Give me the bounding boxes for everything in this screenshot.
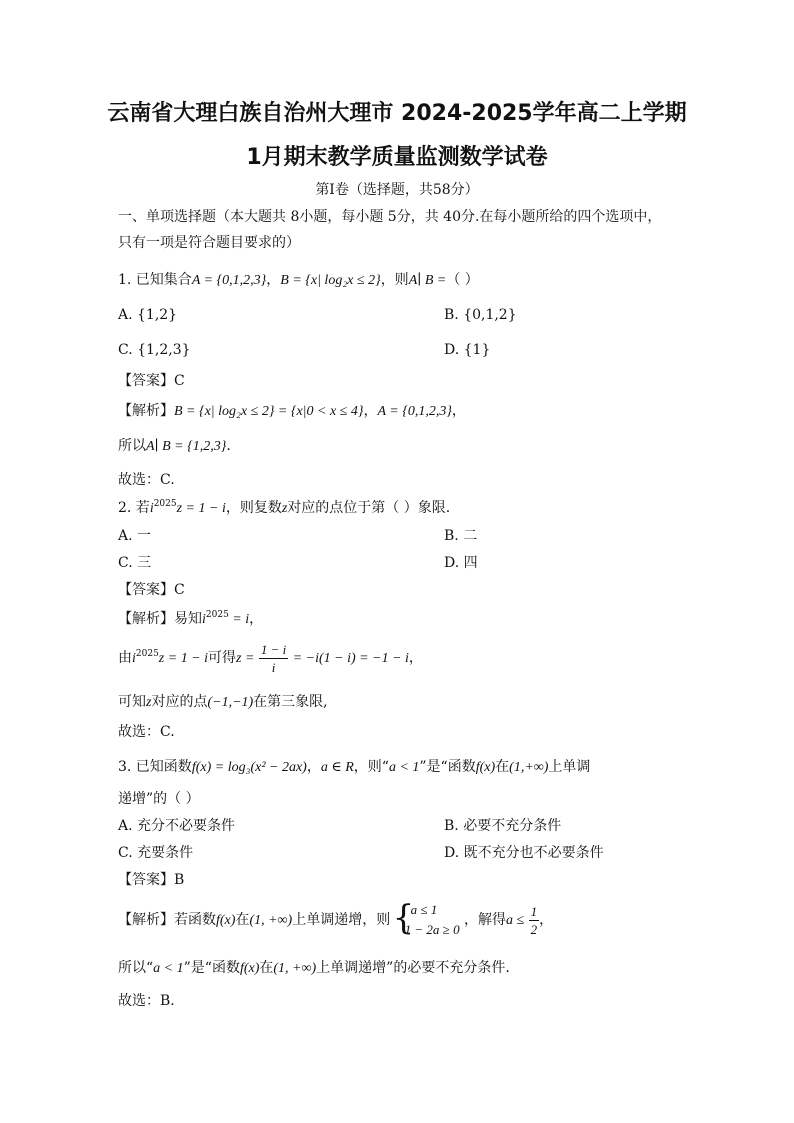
question-3-explanation: 【解析】若函数f(x)在(1, +∞)上单调递增，则 { a ≤ 1 1 − 2a ≥ 0 ，解得a ≤ $\frac{1}{2}$ ， (118, 897, 553, 944)
set-b: B = {x| log₂x ≤ 2} (280, 273, 381, 288)
question-2-option-c: C. 三 (118, 555, 152, 571)
fraction-half: $\frac{1}{2}$ (530, 903, 538, 937)
question-2-derivation: 由$i^{2025}z = 1 - i$可得z = $\frac{1 - i}{i}$ = −i(1 − i) = −1 − i， (118, 641, 423, 675)
section-heading: 第I卷（选择题，共58分） (315, 182, 479, 198)
exam-title-line-2: 1月期末教学质量监测数学试卷 (246, 145, 548, 170)
inequality-system: { a ≤ 1 1 − 2a ≥ 0 (395, 900, 460, 940)
question-1-option-b: B. {0,1,2} (444, 307, 517, 323)
section-intro-line-1: 一、单项选择题（本大题共 8小题，每小题 5分，共 40分.在每小题所给的四个选项中， (118, 209, 662, 225)
question-3-stem-line-2: 递增”的（ ） (118, 791, 200, 807)
question-2-location: 可知z对应的点(−1,−1)在第三象限, (118, 694, 328, 710)
question-3-option-a: A. 充分不必要条件 (118, 818, 236, 834)
question-2-stem: 2. 若$i^{2025}z = 1 - i$，则复数z对应的点位于第（ ）象限. (118, 499, 451, 516)
question-2-option-b: B. 二 (444, 528, 478, 544)
question-1-answer: 【答案】C (118, 373, 185, 389)
section-intro-line-2: 只有一项是符合题目要求的） (118, 235, 300, 251)
question-2-explanation: 【解析】易知$i^{2025} = i$， (118, 610, 264, 627)
fraction: $\frac{1 - i}{i}$ (260, 641, 287, 675)
brace-icon: { (392, 898, 415, 938)
question-2-option-a: A. 一 (118, 528, 152, 544)
question-2-choice: 故选：C. (118, 724, 175, 740)
question-1-option-d: D. {1} (444, 342, 491, 358)
question-1-option-c: C. {1,2,3} (118, 342, 191, 358)
exam-title-line-1: 云南省大理白族自治州大理市 2024-2025学年高二上学期 (107, 101, 687, 126)
question-3-answer: 【答案】B (118, 872, 185, 888)
set-a: A = {0,1,2,3} (191, 273, 267, 288)
question-1-stem: 1. 已知集合A = {0,1,2,3}，B = {x| log₂x ≤ 2}，则A∣ B =（ ） (118, 272, 479, 288)
question-3-option-b: B. 必要不充分条件 (444, 818, 562, 834)
question-3-choice: 故选：B. (118, 993, 175, 1009)
question-1-conclusion: 所以A∣ B = {1,2,3}. (118, 438, 231, 454)
question-2-answer: 【答案】C (118, 582, 185, 598)
question-1-option-a: A. {1,2} (118, 307, 178, 323)
question-1-choice: 故选：C. (118, 472, 175, 488)
question-3-option-d: D. 既不充分也不必要条件 (444, 845, 604, 861)
question-3-conclusion: 所以“a < 1”是“函数f(x)在(1, +∞)上单调递增”的必要不充分条件. (118, 960, 510, 976)
question-1-explanation: 【解析】B = {x| log₂x ≤ 2} = {x|0 < x ≤ 4}，A = {0,1,2,3}， (118, 403, 466, 419)
question-3-option-c: C. 充要条件 (118, 845, 194, 861)
question-2-option-d: D. 四 (444, 555, 478, 571)
question-3-stem: 3. 已知函数f(x) = log₃(x² − 2ax)，a ∈ R，则“a < 1”是“函数f(x)在(1,+∞)上单调 (118, 759, 591, 775)
